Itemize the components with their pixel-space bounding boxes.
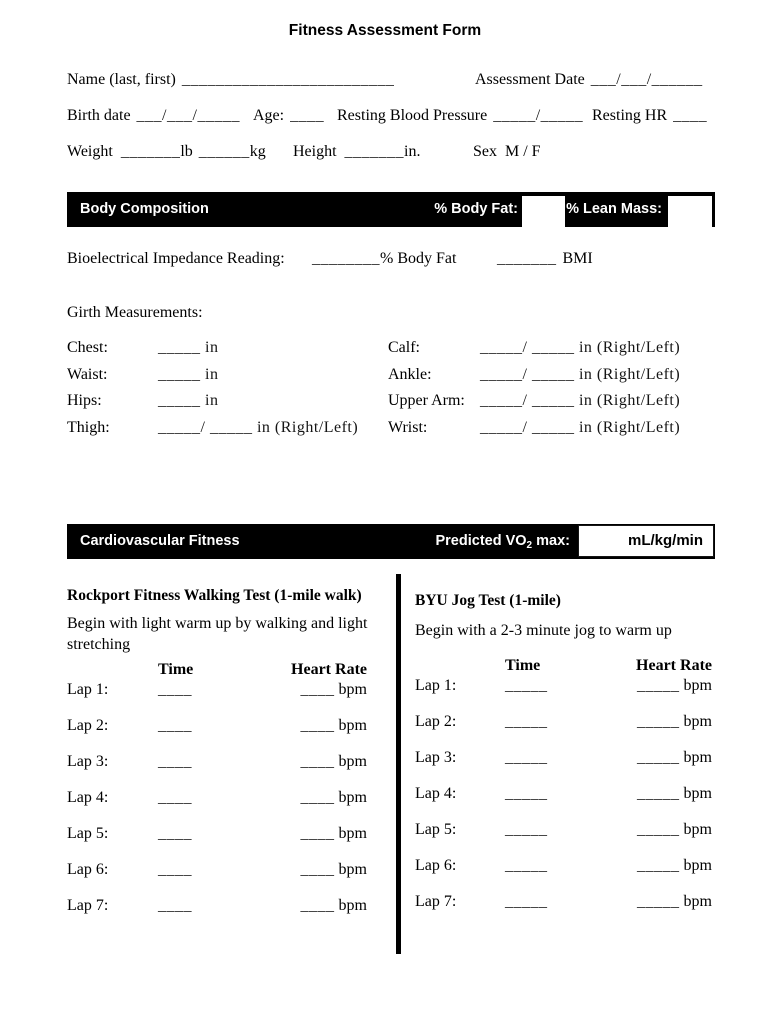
lap-time-field[interactable]: ____ xyxy=(158,861,192,878)
birth-date-label: Birth date xyxy=(67,107,131,124)
lap-hr-field[interactable]: ____ xyxy=(300,861,335,878)
lap-time-field[interactable]: ____ xyxy=(158,825,192,842)
lap-label: Lap 4: xyxy=(67,789,109,806)
lap-time-field[interactable]: ____ xyxy=(158,789,192,806)
bpm-unit: bpm xyxy=(683,677,712,694)
bpm-unit: bpm xyxy=(683,749,712,766)
girth-label: Calf: xyxy=(388,339,420,356)
height-field[interactable]: _______ xyxy=(344,143,405,160)
girth-row xyxy=(388,418,680,445)
girth-table-right xyxy=(388,338,680,444)
girth-row xyxy=(67,338,358,365)
resting-hr-label: Resting HR xyxy=(592,107,668,124)
girth-title: Girth Measurements: xyxy=(67,304,203,321)
birth-date-field[interactable]: ___/___/_____ xyxy=(136,107,240,124)
lap-table-header xyxy=(67,660,367,680)
weight-kg-unit: kg xyxy=(249,143,266,160)
lap-label: Lap 1: xyxy=(67,681,109,698)
lap-hr-field[interactable]: _____ xyxy=(637,785,680,802)
girth-row xyxy=(67,391,358,418)
rockport-lap-table xyxy=(67,660,367,932)
lap-label: Lap 6: xyxy=(67,861,109,878)
lap-time-field[interactable]: ____ xyxy=(158,717,192,734)
lap-label: Lap 3: xyxy=(67,753,109,770)
lap-row xyxy=(415,784,712,820)
girth-label: Waist: xyxy=(67,365,108,383)
age-field[interactable]: ____ xyxy=(290,107,325,124)
lap-time-field[interactable]: _____ xyxy=(505,677,548,694)
lap-hr-field[interactable]: _____ xyxy=(637,713,680,730)
lap-row xyxy=(67,824,367,860)
bpm-unit: bpm xyxy=(338,825,367,842)
lap-time-field[interactable]: _____ xyxy=(505,857,548,874)
sex-group xyxy=(473,142,541,162)
lap-hr-field[interactable]: _____ xyxy=(637,821,680,838)
lap-label: Lap 4: xyxy=(415,785,457,802)
byu-test-title: BYU Jog Test (1-mile) xyxy=(415,592,561,609)
body-fat-input-box[interactable] xyxy=(522,196,565,230)
weight-kg-field[interactable]: ______ xyxy=(198,143,250,160)
girth-label: Wrist: xyxy=(388,418,428,436)
weight-label: Weight xyxy=(67,143,113,160)
bmi-group xyxy=(497,249,593,269)
bpm-unit: bpm xyxy=(683,713,712,730)
age-group xyxy=(253,106,324,126)
resting-hr-field[interactable]: ____ xyxy=(673,107,708,124)
lap-hr-field[interactable]: ____ xyxy=(300,681,335,698)
weight-lb-field[interactable]: _______ xyxy=(120,143,181,160)
lap-hr-field[interactable]: ____ xyxy=(300,753,335,770)
girth-label: Ankle: xyxy=(388,365,432,383)
lap-hr-field[interactable]: ____ xyxy=(300,717,335,734)
body-composition-section-title: Body Composition xyxy=(80,201,209,217)
bpm-unit: bpm xyxy=(683,857,712,874)
lap-time-field[interactable]: _____ xyxy=(505,821,548,838)
girth-row xyxy=(67,418,358,445)
page-title: Fitness Assessment Form xyxy=(288,22,482,39)
lap-label: Lap 6: xyxy=(415,857,457,874)
resting-hr-group xyxy=(592,106,707,126)
lean-mass-input-box[interactable] xyxy=(668,196,712,230)
girth-field[interactable]: _____ in xyxy=(158,339,219,356)
girth-row xyxy=(67,365,358,392)
lap-row xyxy=(67,680,367,716)
lean-mass-label: % Lean Mass: xyxy=(566,201,662,217)
weight-lb-unit: lb xyxy=(180,143,193,160)
bmi-label: BMI xyxy=(562,250,593,267)
girth-table-left xyxy=(67,338,358,444)
cardio-section-bar xyxy=(67,524,715,559)
name-label: Name (last, first) xyxy=(67,71,176,88)
girth-field[interactable]: _____ in xyxy=(158,392,219,409)
lap-hr-field[interactable]: ____ xyxy=(300,825,335,842)
girth-field[interactable]: _____/ _____ in (Right/Left) xyxy=(480,418,681,436)
lap-hr-field[interactable]: _____ xyxy=(637,893,680,910)
lap-hr-field[interactable]: ____ xyxy=(300,897,335,914)
weight-group xyxy=(67,142,266,162)
lap-label: Lap 2: xyxy=(415,713,457,730)
bpm-unit: bpm xyxy=(338,717,367,734)
time-column-header: Time xyxy=(158,661,194,678)
age-label: Age: xyxy=(253,107,285,124)
impedance-field[interactable]: ________ xyxy=(312,250,380,267)
lap-time-field[interactable]: ____ xyxy=(158,681,192,698)
lap-hr-field[interactable]: ____ xyxy=(300,789,335,806)
girth-row xyxy=(388,338,680,365)
bpm-unit: bpm xyxy=(338,789,367,806)
rockport-test-title: Rockport Fitness Walking Test (1-mile walk) xyxy=(67,587,362,604)
name-row xyxy=(67,70,394,90)
vo2-max-label: Predicted $VO_2$ max: xyxy=(435,533,570,551)
body-fat-label: % Body Fat: xyxy=(434,201,518,217)
impedance-group xyxy=(312,249,456,269)
lap-label: Lap 7: xyxy=(67,897,109,914)
lap-table-header xyxy=(415,656,712,676)
height-label: Height xyxy=(293,143,337,160)
body-composition-section-bar xyxy=(67,192,715,227)
lap-label: Lap 2: xyxy=(67,717,109,734)
assessment-date-field[interactable]: ___/___/______ xyxy=(590,71,703,88)
bpm-unit: bpm xyxy=(683,893,712,910)
girth-field[interactable]: _____/ _____ in (Right/Left) xyxy=(480,339,681,356)
girth-row xyxy=(388,391,680,418)
girth-field[interactable]: _____/ _____ in (Right/Left) xyxy=(158,418,359,436)
lap-row xyxy=(415,820,712,856)
sex-options[interactable]: M / F xyxy=(505,143,541,160)
assessment-date-label: Assessment Date xyxy=(475,71,585,88)
bmi-field[interactable]: _______ xyxy=(497,250,557,267)
resting-bp-label: Resting Blood Pressure xyxy=(337,107,488,124)
height-group xyxy=(293,142,421,162)
lap-label: Lap 5: xyxy=(67,825,109,842)
cardio-section-title: Cardiovascular Fitness xyxy=(80,533,240,549)
girth-label: Thigh: xyxy=(67,418,110,436)
lap-row xyxy=(415,712,712,748)
byu-instructions: Begin with a 2-3 minute jog to warm up xyxy=(415,622,672,639)
lap-time-field[interactable]: _____ xyxy=(505,893,548,910)
lap-row xyxy=(67,860,367,896)
lap-row xyxy=(67,752,367,788)
height-unit: in. xyxy=(404,143,421,160)
girth-label: Upper Arm: xyxy=(388,392,465,409)
name-field[interactable]: _________________________ xyxy=(181,71,395,88)
lap-label: Lap 5: xyxy=(415,821,457,838)
lap-time-field[interactable]: ____ xyxy=(158,753,192,770)
lap-row xyxy=(415,892,712,928)
lap-label: Lap 7: xyxy=(415,893,457,910)
vo2-subscript: 2 xyxy=(526,540,533,551)
girth-field[interactable]: _____/ _____ in (Right/Left) xyxy=(480,365,681,383)
bpm-unit: bpm xyxy=(338,861,367,878)
lap-label: Lap 3: xyxy=(415,749,457,766)
assessment-date-group xyxy=(475,70,703,90)
girth-label: Hips: xyxy=(67,392,102,409)
byu-lap-table xyxy=(415,656,712,928)
lap-time-field[interactable]: ____ xyxy=(158,897,192,914)
heart-rate-column-header: Heart Rate xyxy=(291,661,367,678)
girth-row xyxy=(388,365,680,392)
lap-time-field[interactable]: _____ xyxy=(505,713,548,730)
lap-time-field[interactable]: _____ xyxy=(505,785,548,802)
bpm-unit: bpm xyxy=(338,681,367,698)
girth-field[interactable]: _____ in xyxy=(158,365,219,383)
lap-row xyxy=(415,676,712,712)
sex-label: Sex xyxy=(473,143,497,160)
girth-label: Chest: xyxy=(67,339,108,356)
lap-hr-field[interactable]: _____ xyxy=(637,677,680,694)
bpm-unit: bpm xyxy=(683,821,712,838)
bpm-unit: bpm xyxy=(683,785,712,802)
heart-rate-column-header: Heart Rate xyxy=(636,657,712,674)
time-column-header: Time xyxy=(505,657,541,674)
resting-bp-group xyxy=(337,106,583,126)
bpm-unit: bpm xyxy=(338,753,367,770)
birth-date-group xyxy=(67,106,240,126)
lap-hr-field[interactable]: _____ xyxy=(637,857,680,874)
girth-field[interactable]: _____/ _____ in (Right/Left) xyxy=(480,392,681,409)
impedance-label: Bioelectrical Impedance Reading: xyxy=(67,250,285,267)
resting-bp-field[interactable]: _____/_____ xyxy=(493,107,584,124)
lap-row xyxy=(415,856,712,892)
lap-row xyxy=(67,896,367,932)
lap-label: Lap 1: xyxy=(415,677,457,694)
lap-row xyxy=(67,716,367,752)
lap-row xyxy=(415,748,712,784)
impedance-suffix: % Body Fat xyxy=(380,250,457,267)
bpm-unit: bpm xyxy=(338,897,367,914)
vo2-value-box[interactable]: mL/kg/min xyxy=(578,525,714,557)
lap-row xyxy=(67,788,367,824)
rockport-instructions: Begin with light warm up by walking and light stretching xyxy=(67,615,368,653)
lap-hr-field[interactable]: _____ xyxy=(637,749,680,766)
lap-time-field[interactable]: _____ xyxy=(505,749,548,766)
